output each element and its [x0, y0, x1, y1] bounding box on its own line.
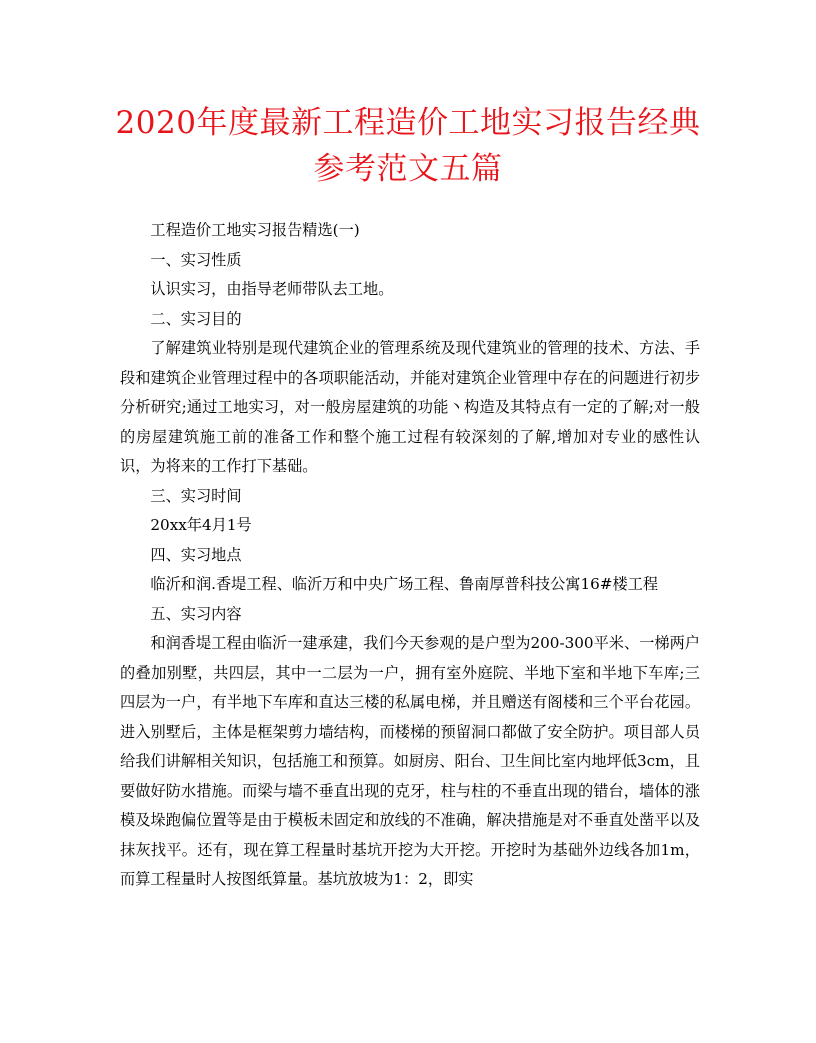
document-body [120, 216, 700, 895]
section-heading-time: 三、实习时间 [150, 486, 242, 505]
document-title: 2020年度最新工程造价工地实习报告经典参考范文五篇 [115, 105, 701, 187]
paragraph-content: 和润香堤工程由临沂一建承建，我们今天参观的是户型为200-300平米、一梯两户的叠加别墅，共四层，其中一二层为一户，拥有室外庭院、半地下室和半地下车库;三四层为一户，有半地下车库和直达三楼的私属电梯，并且赠送有阁楼和三个平台花园。进入别墅后，主体是框架剪力墙结构，而楼梯的预留洞口都做了安全防护。项目部人员给我们讲解相关知识，包括施工和预算。如厨房、阳台、卫生间比室内地坪低3cm，且要做好防水措施。而梁与墙不垂直出现的克牙，柱与柱的不垂直出现的错台，墙体的涨模及垛跑偏位置等是由于模板未固定和放线的不准确，解决措施是对不垂直处凿平以及抹灰找平。还有，现在算工程量时基坑开挖为大开挖。开挖时为基础外边线各加1m，而算工程量时人按图纸算量。基坑放坡为1：2，即实 [120, 634, 700, 888]
paragraph-location: 临沂和润.香堤工程、临沂万和中央广场工程、鲁南厚普科技公寓16#楼工程 [150, 575, 659, 593]
section-heading-purpose: 二、实习目的 [150, 309, 242, 328]
section-heading-content: 五、实习内容 [150, 604, 242, 623]
section-heading-report-one: 工程造价工地实习报告精选(一) [150, 221, 360, 239]
section-heading-location: 四、实习地点 [150, 545, 242, 564]
paragraph-purpose: 了解建筑业特别是现代建筑企业的管理系统及现代建筑业的管理的技术、方法、手段和建筑企业管理过程中的各项职能活动，并能对建筑企业管理中存在的问题进行初步分析研究;通过工地实习，对一般房屋建筑的功能丶构造及其特点有一定的了解;对一般的房屋建筑施工前的准备工作和整个施工过程有较深刻的了解,增加对专业的感性认识，为将来的工作打下基础。 [120, 339, 700, 475]
paragraph-time: 20xx年4月1号 [150, 516, 252, 534]
paragraph-nature: 认识实习，由指导老师带队去工地。 [150, 280, 394, 298]
section-heading-nature: 一、实习性质 [150, 250, 242, 269]
